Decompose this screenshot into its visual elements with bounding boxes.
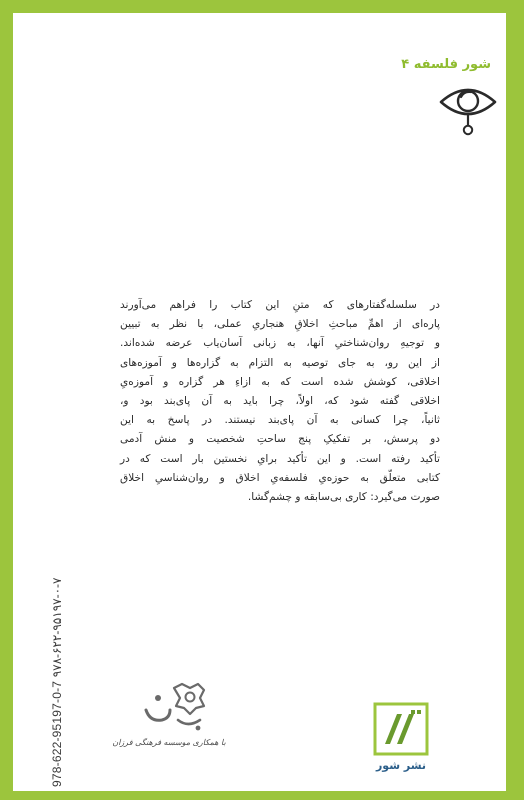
isbn-persian: ۹۷۸-۶۲۲-۹۵۱۹۷-۰-۷: [50, 577, 64, 678]
shour-logo-icon: [371, 700, 431, 758]
blurb-text: [120, 296, 440, 507]
blurb-line: در سلسله‌گفتارهای که متنِ این کتاب را فراهم می‌آورند: [120, 299, 440, 311]
blurb-line: از این رو، به جای توصیه به التزام به گزاره‌ها و آموزه‌های: [120, 356, 440, 369]
farzan-logo-icon: [140, 676, 212, 734]
publisher-name: نشر شور: [375, 759, 427, 772]
blurb-line: اخلاقی گفته شود که، اولاً، چرا باید به آن پای‌بند بود و،: [120, 395, 440, 408]
blurb-line: اخلاقی، کوشش شده است که به ازاءِ هر گزاره و آموزه‌یِ: [120, 375, 440, 388]
blurb-line: کتابی متعلّق به حوزه‌یِ فلسفه‌یِ اخلاق و روان‌شناسیِ اخلاق: [120, 471, 440, 484]
blurb-line: تأکید رفته است. و این تأکید برایِ نخستین بار است که در: [120, 452, 440, 465]
partner-caption: با همکاری موسسه فرهنگی فرزان: [112, 738, 226, 747]
eye-icon: [437, 76, 499, 138]
isbn-latin: 978-622-95197-0-7: [50, 680, 64, 787]
blurb-line: و توجیهِ روان‌شناختیِ آنها، به زبانی آسان‌یاب عرضه شده‌اند.: [120, 337, 440, 350]
isbn: [50, 556, 64, 787]
blurb-line: پاره‌ای از اهمِّ مباحثِ اخلاقِ هنجاریِ عملی، با نظر به تبیین: [120, 318, 440, 331]
blurb-line: دو پرسش، بر تفکیکِ پنج ساحتِ شخصیت و منش آدمی: [120, 433, 440, 446]
series-label: شور فلسفه ۴: [401, 57, 491, 72]
blurb-line: ثانیاً، چرا کسانی به آن پای‌بند نیستند. در پاسخ به این: [120, 414, 440, 427]
blurb-line: صورت می‌گیرد: کاری بی‌سابقه و چشم‌گشا.: [247, 491, 440, 504]
